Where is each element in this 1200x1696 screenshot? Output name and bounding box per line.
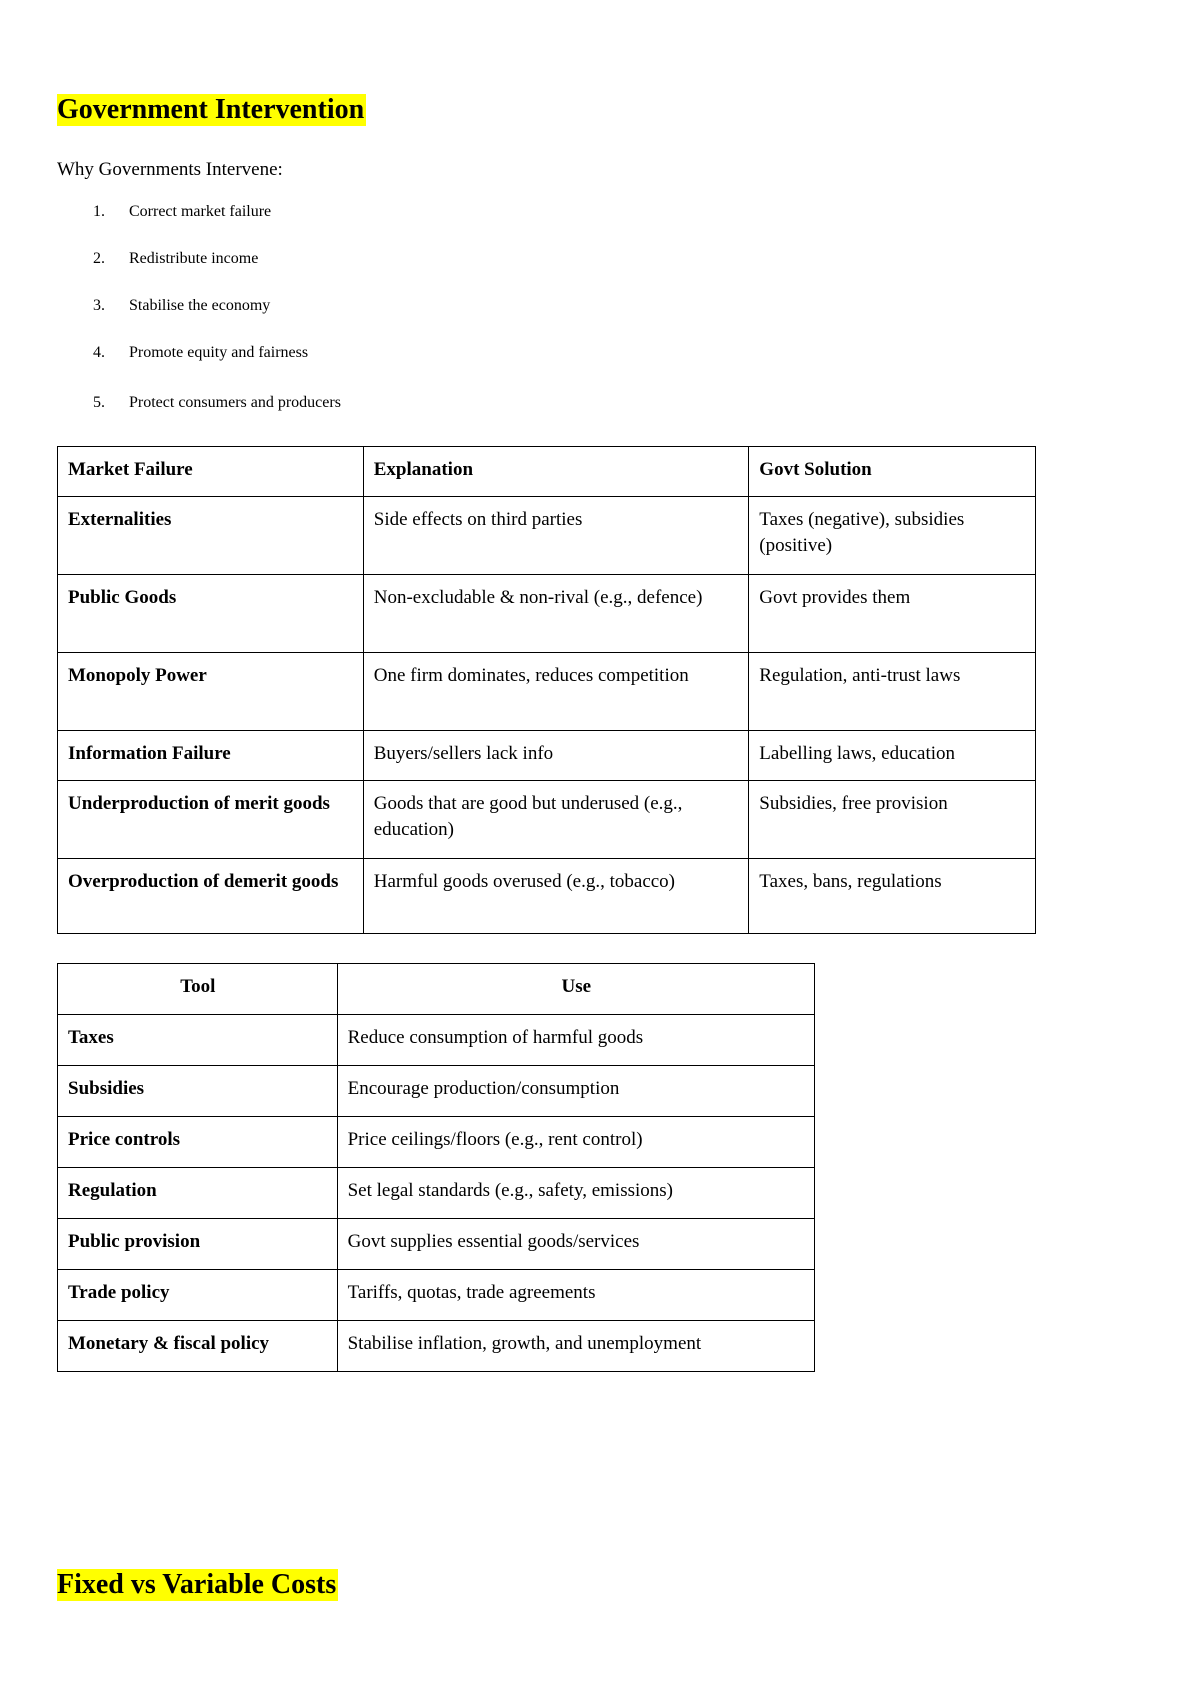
table-cell: Non-excludable & non-rival (e.g., defence) [363,575,749,653]
intervention-tools-table [57,963,815,1372]
table-cell: Govt supplies essential goods/services [337,1219,814,1270]
list-number: 3. [93,297,105,314]
table-cell: One firm dominates, reduces competition [363,653,749,731]
table-row [58,1066,815,1117]
table-cell: Public Goods [58,575,364,653]
table-row [58,1321,815,1372]
table-cell: Monopoly Power [58,653,364,731]
table-row [58,1117,815,1168]
table-cell: Taxes [58,1015,338,1066]
section-heading-fixed-vs-variable-costs [57,1568,338,1602]
table-row [58,1219,815,1270]
table-cell: Buyers/sellers lack info [363,731,749,781]
column-header: Govt Solution [749,447,1036,497]
table-cell: Taxes, bans, regulations [749,859,1036,934]
table-cell: Regulation, anti-trust laws [749,653,1036,731]
list-text: Correct market failure [129,203,272,220]
table-cell: Externalities [58,497,364,575]
table-cell: Monetary & fiscal policy [58,1321,338,1372]
list-text: Stabilise the economy [129,297,271,314]
table-cell: Taxes (negative), subsidies (positive) [749,497,1036,575]
section-heading-government-intervention [57,93,366,127]
table-row [58,497,1036,575]
table-cell: Subsidies, free provision [749,781,1036,859]
table-cell: Subsidies [58,1066,338,1117]
table-row [58,653,1036,731]
table-row [58,1015,815,1066]
table-cell: Price controls [58,1117,338,1168]
table-cell: Stabilise inflation, growth, and unemployment [337,1321,814,1372]
intro-text: Why Governments Intervene: [57,159,283,180]
table-row [58,859,1036,934]
table-row [58,1270,815,1321]
list-number: 5. [93,394,105,411]
column-header: Market Failure [58,447,364,497]
table-cell: Labelling laws, education [749,731,1036,781]
table-cell: Set legal standards (e.g., safety, emissions) [337,1168,814,1219]
table-header-row [58,447,1036,497]
table-row [58,731,1036,781]
table-cell: Reduce consumption of harmful goods [337,1015,814,1066]
table-cell: Information Failure [58,731,364,781]
table-cell: Encourage production/consumption [337,1066,814,1117]
column-header: Tool [58,964,338,1015]
table-row [58,781,1036,859]
table-cell: Price ceilings/floors (e.g., rent control) [337,1117,814,1168]
table-cell: Public provision [58,1219,338,1270]
market-failure-table [57,446,1036,934]
table-cell: Harmful goods overused (e.g., tobacco) [363,859,749,934]
table-cell: Trade policy [58,1270,338,1321]
column-header: Explanation [363,447,749,497]
list-text: Redistribute income [129,250,259,267]
list-number: 1. [93,203,105,220]
list-text: Protect consumers and producers [129,394,341,411]
list-number: 2. [93,250,105,267]
heading-text: Fixed vs Variable Costs [57,1569,337,1600]
column-header: Use [337,964,814,1015]
list-text: Promote equity and fairness [129,344,309,361]
table-row [58,1168,815,1219]
table-header-row [58,964,815,1015]
table-cell: Underproduction of merit goods [58,781,364,859]
list-number: 4. [93,344,105,361]
table-cell: Govt provides them [749,575,1036,653]
table-cell: Overproduction of demerit goods [58,859,364,934]
table-row [58,575,1036,653]
heading-text: Government Intervention [57,94,365,125]
table-cell: Side effects on third parties [363,497,749,575]
table-cell: Regulation [58,1168,338,1219]
table-cell: Goods that are good but underused (e.g., education) [363,781,749,859]
table-cell: Tariffs, quotas, trade agreements [337,1270,814,1321]
